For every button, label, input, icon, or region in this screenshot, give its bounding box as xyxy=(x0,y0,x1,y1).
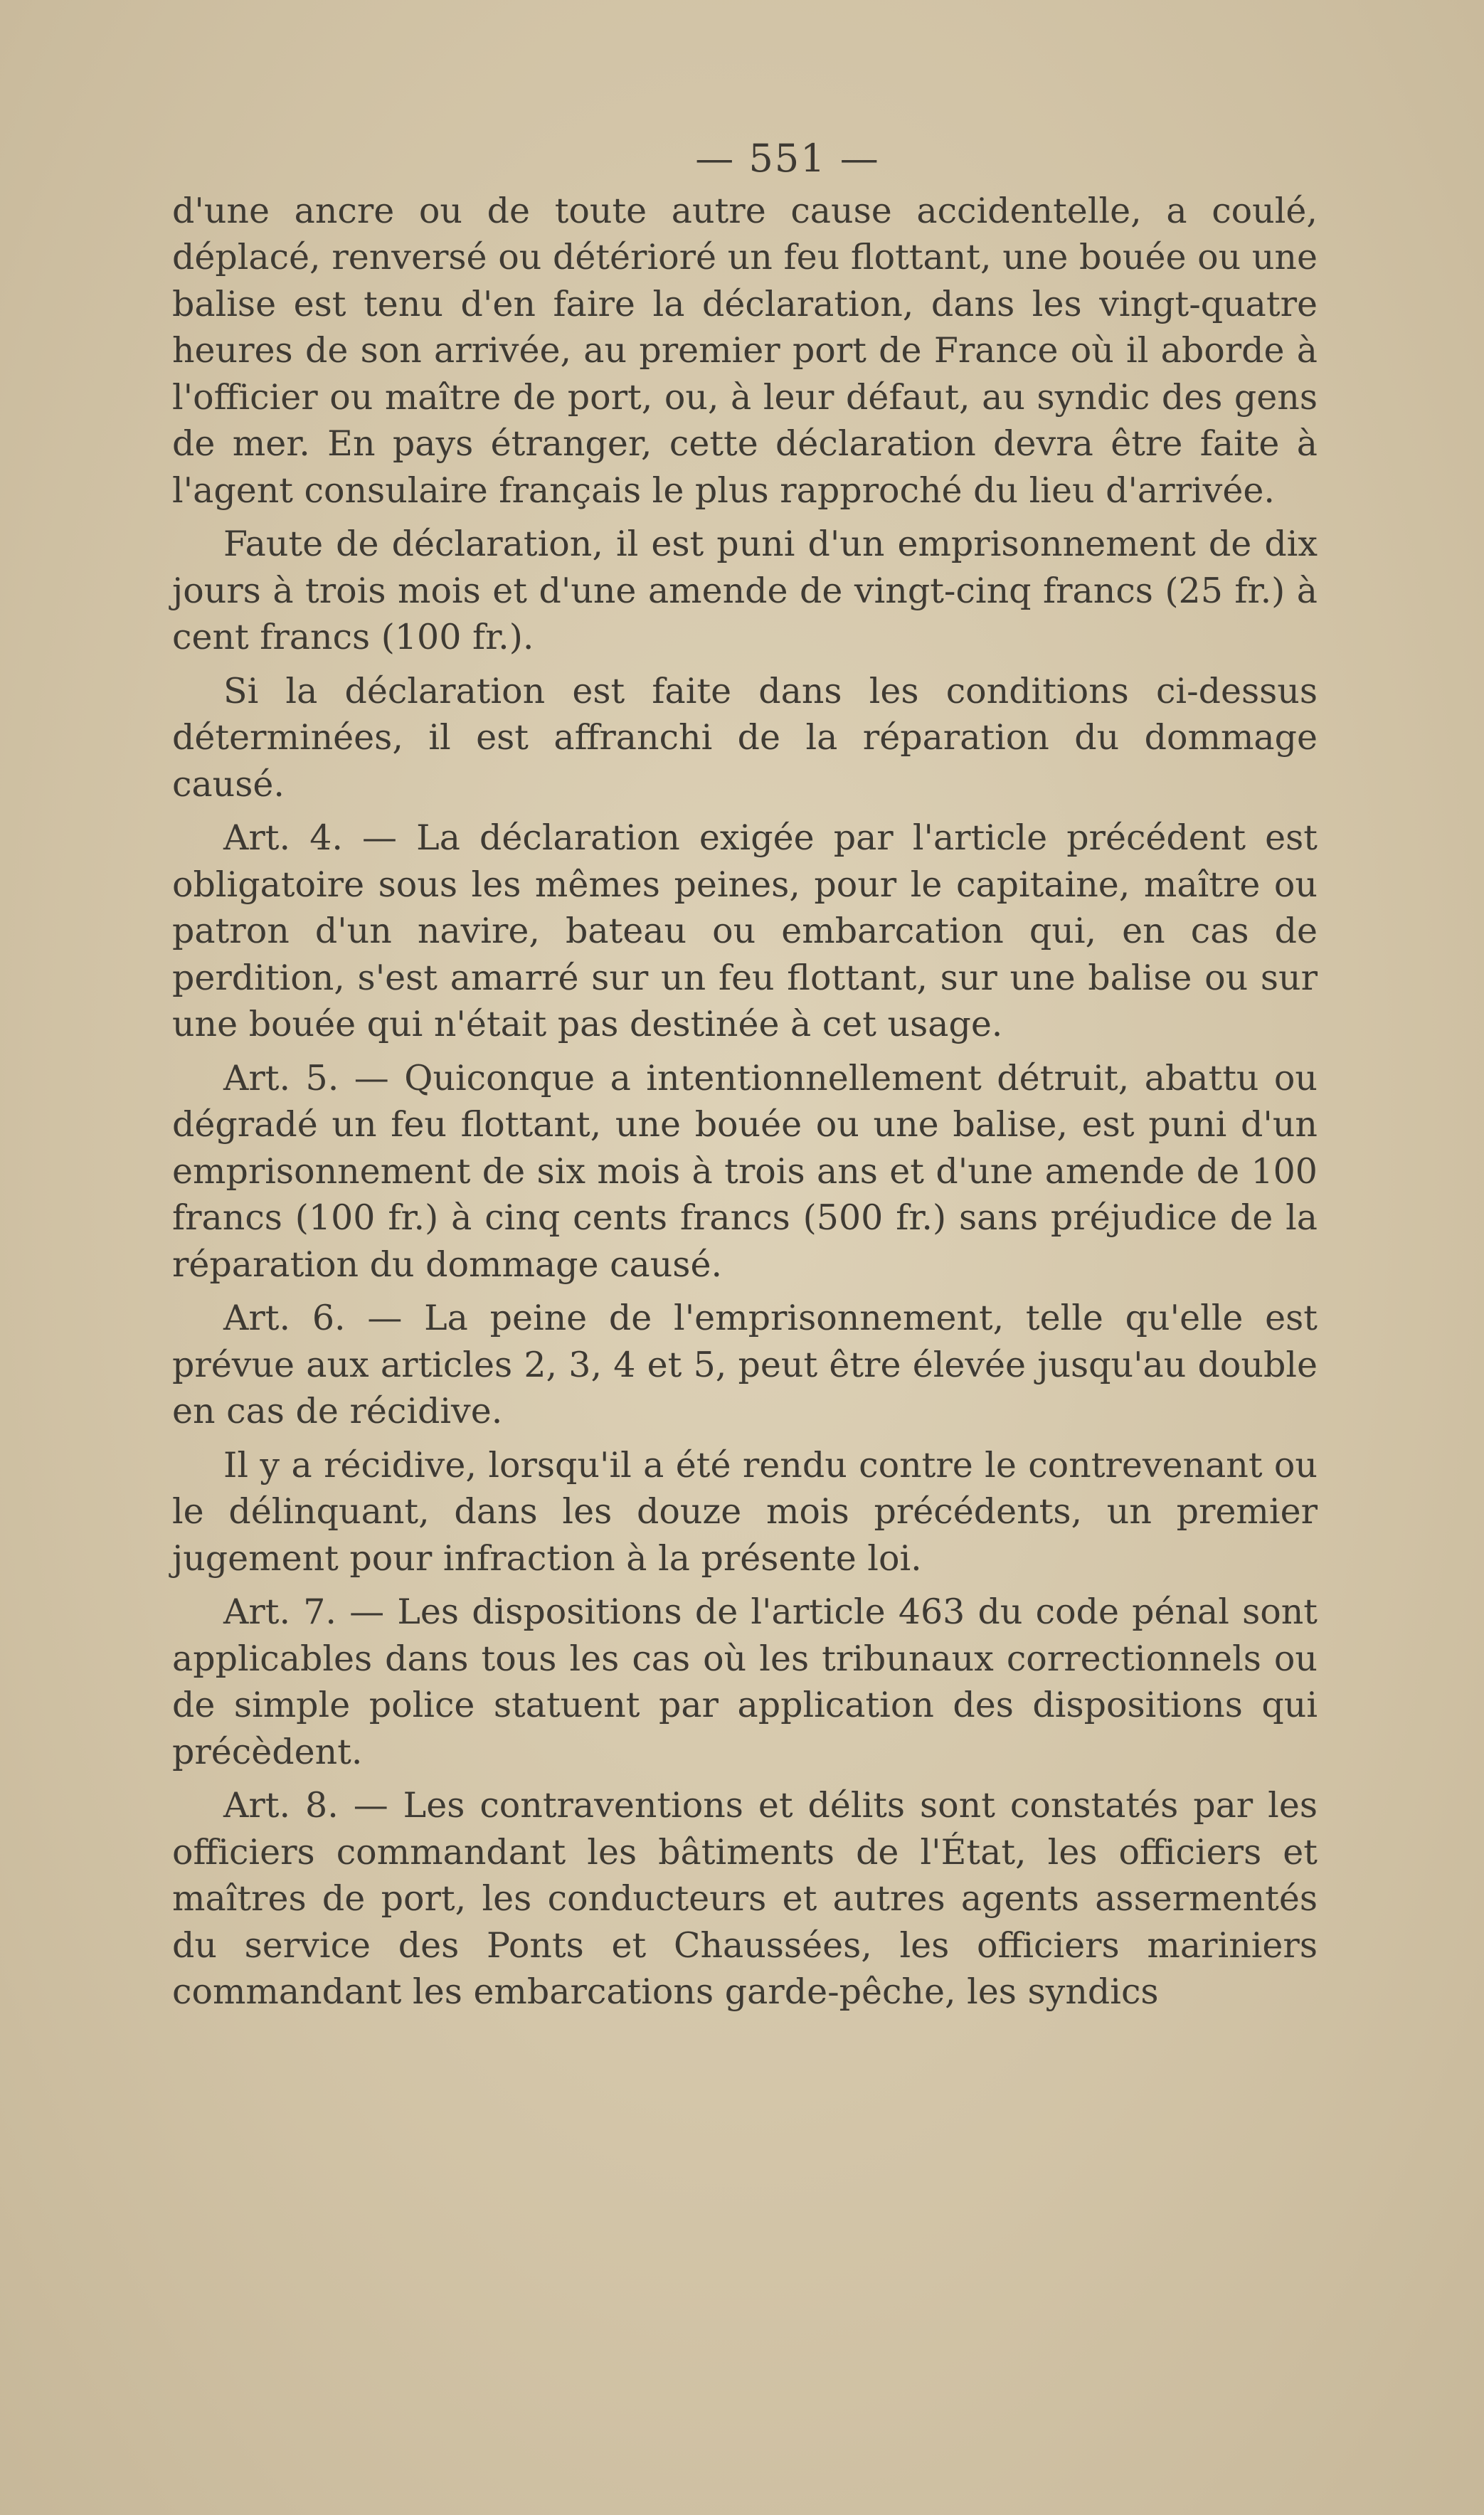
paragraph: d'une ancre ou de toute autre cause accidentelle, a coulé, déplacé, renversé ou détérioré un feu flottant, une bouée ou une balise est tenu d'en faire la déclaration, dans les vingt-quatre heures de son arrivée, au premier port de France où il aborde à l'officier ou maître de port, ou, à leur défaut, au syndic des gens de mer. En pays étranger, cette déclaration devra être faite à l'agent consulaire français le plus rapproché du lieu d'arrivée. xyxy=(172,190,1318,511)
paragraph: Art. 6. — La peine de l'emprisonnement, telle qu'elle est prévue aux articles 2, 3, 4 et 5, peut être élevée jusqu'au double en cas de récidive. xyxy=(172,1298,1318,1431)
paragraph: Art. 5. — Quiconque a intentionnellement détruit, abattu ou dégradé un feu flottant, une bouée ou une balise, est puni d'un emprisonnement de six mois à trois ans et d'une amende de 100 francs (100 fr.) à cinq cents francs (500 fr.) sans préjudice de la réparation du dommage causé. xyxy=(172,1057,1318,1285)
page-number: — 551 — xyxy=(695,136,880,181)
page-text xyxy=(172,135,1318,2016)
paragraph-list xyxy=(172,188,1318,2016)
paragraph: Il y a récidive, lorsqu'il a été rendu contre le contrevenant ou le délinquant, dans les douze mois précédents, un premier jugement pour infraction à la présente loi. xyxy=(172,1444,1318,1579)
paragraph: Si la déclaration est faite dans les conditions ci-dessus déterminées, il est affranchi de la réparation du dommage causé. xyxy=(172,670,1318,805)
paragraph: Faute de déclaration, il est puni d'un emprisonnement de dix jours à trois mois et d'une amende de vingt-cinq francs (25 fr.) à cent francs (100 fr.). xyxy=(172,524,1318,657)
paragraph: Art. 8. — Les contraventions et délits sont constatés par les officiers commandant les bâtiments de l'État, les officiers et maîtres de port, les conducteurs et autres agents assermentés du service des Ponts et Chaussées, les officiers mariniers commandant les embarcations garde-pêche, les syndics xyxy=(172,1785,1318,2012)
paragraph: Art. 4. — La déclaration exigée par l'article précédent est obligatoire sous les mêmes peines, pour le capitaine, maître ou patron d'un navire, bateau ou embarcation qui, en cas de perdition, s'est amarré sur un feu flottant, sur une balise ou sur une bouée qui n'était pas destinée à cet usage. xyxy=(172,817,1318,1044)
paragraph: Art. 7. — Les dispositions de l'article 463 du code pénal sont applicables dans tous les cas où les tribunaux correctionnels ou de simple police statuent par application des dispositions qui précèdent. xyxy=(172,1592,1318,1772)
